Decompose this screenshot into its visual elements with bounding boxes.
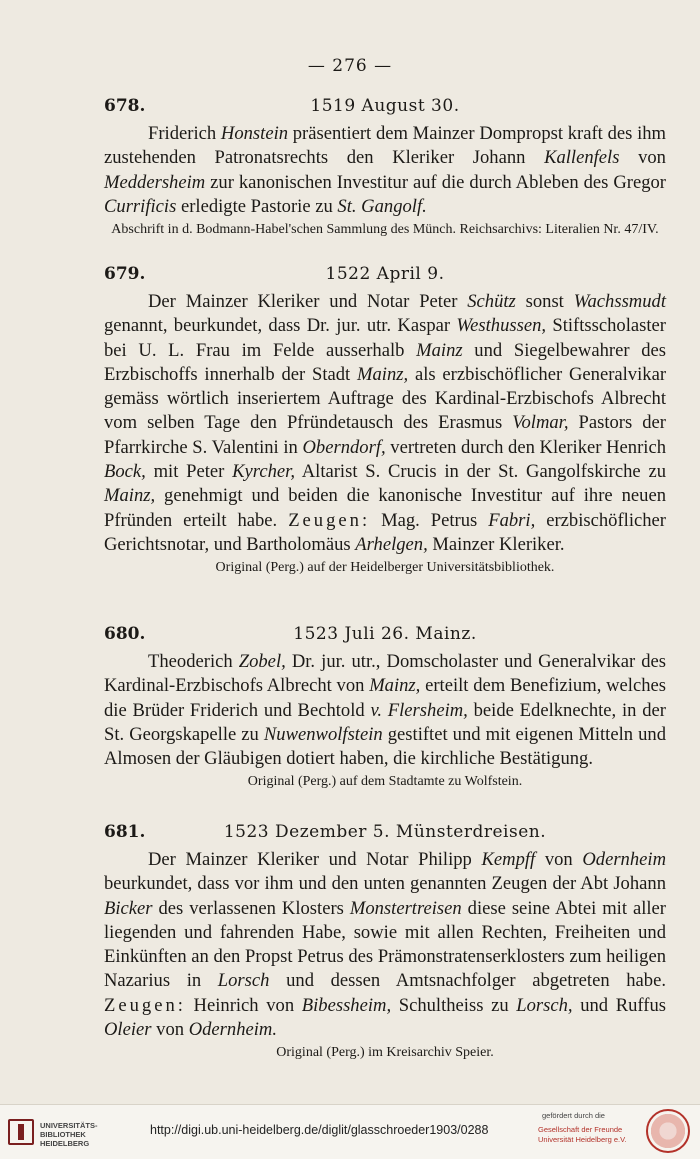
place-or-person-name: Honstein <box>220 123 289 144</box>
place-or-person-name: Mainz, <box>357 363 409 385</box>
place-or-person-name: Wachssmudt <box>573 291 666 312</box>
place-or-person-name: Odernheim <box>582 849 666 870</box>
entry-678 <box>104 96 666 239</box>
library-logo[interactable] <box>8 1115 104 1151</box>
place-or-person-name: Westhussen, <box>456 315 547 337</box>
entry-header <box>104 264 666 290</box>
place-or-person-name: Bibessheim, <box>301 994 392 1016</box>
sponsor-label: gefördert durch die <box>542 1111 605 1120</box>
entry-source: Original (Perg.) auf der Heidelberger Universitätsbibliothek. <box>215 560 555 576</box>
place-or-person-name: Currificis <box>104 195 177 217</box>
entry-body: Der Mainzer Kleriker und Notar Peter Schütz sonst Wachssmudt genannt, beurkundet, dass Dr. jur. utr. Kaspar Westhussen, Stiftsscholaster bei U. L. Frau im Felde ausserhalb Mainz und Siegelbewahrer des Erzbischoffs innerhalb der Stadt Mainz, als erzbischöflicher Generalvikar gemäss wörtlich inseriertem Auftrage des Kardinal-Erzbischofs Albrecht vom selben Tage den Pfründetausch des Erasmus Volmar, Pastors der Pfarrkirche S. Valentini in Oberndorf, vertreten durch den Kleriker Henrich Bock, mit Peter Kyrcher, Altarist S. Crucis in der St. Gangolfskirche zu Mainz, genehmigt und beiden die kanonische Investitur auf ihre neuen Pfründen erteilt habe. Zeugen: Mag. Petrus Fabri, erzbischöflicher Gerichtsnotar, und Bartholomäus Arhelgen, Mainzer Kleriker. <box>104 291 667 555</box>
place-or-person-name: Monstertreisen <box>349 897 462 919</box>
place-or-person-name: Zobel, <box>238 651 286 672</box>
sponsor-name[interactable]: Gesellschaft der Freunde Universität Heidelberg e.V. <box>538 1125 627 1144</box>
entry-header <box>104 822 666 848</box>
place-or-person-name: Nuwenwolfstein <box>263 723 383 745</box>
entry-header <box>104 624 666 650</box>
place-or-person-name: Mainz <box>416 339 463 361</box>
entry-date: 1523 Juli 26. Mainz. <box>293 624 477 644</box>
entry-date: 1519 August 30. <box>310 96 460 116</box>
entry-body: Friderich Honstein präsentiert dem Mainzer Dompropst kraft des ihm zustehenden Patronatsrechts den Kleriker Johann Kallenfels von Meddersheim zur kanonischen Investitur auf die durch Ableben des Gregor Currificis erledigte Pastorie zu St. Gangolf. <box>104 123 667 217</box>
university-seal-icon <box>646 1109 690 1153</box>
place-or-person-name: St. Gangolf. <box>337 195 427 217</box>
place-or-person-name: Volmar, <box>512 412 569 434</box>
place-or-person-name: Oleier <box>104 1019 152 1041</box>
place-or-person-name: Kyrcher, <box>232 461 295 483</box>
entry-date: 1522 April 9. <box>325 264 445 284</box>
place-or-person-name: Bock, <box>104 461 146 483</box>
page-number: — 276 — <box>307 56 393 76</box>
place-or-person-name: Schütz <box>467 291 516 312</box>
entry-source: Original (Perg.) im Kreisarchiv Speier. <box>276 1045 494 1061</box>
entry-body: Theoderich Zobel, Dr. jur. utr., Domscholaster und Generalvikar des Kardinal-Erzbischofs Albrecht von Mainz, erteilt dem Benefizium, welches die Brüder Friderich und Bechtold v. Flersheim, beide Edelknechte, in der St. Georgskapelle zu Nuwenwolfstein gestiftet und mit eigenen Mitteln und Almosen der Gläubigen dotiert haben, die kirchliche Bestätigung. <box>104 651 666 770</box>
entry-source: Abschrift in d. Bodmann-Habel'schen Sammlung des Münch. Reichsarchivs: Literalien Nr. 47/IV. <box>111 222 659 238</box>
entry-number: 681. <box>104 822 146 842</box>
entry-680 <box>104 624 666 791</box>
place-or-person-name: Oberndorf, <box>302 436 386 458</box>
entry-body: Der Mainzer Kleriker und Notar Philipp Kempff von Odernheim beurkundet, dass vor ihm und den unten genannten Zeugen der Abt Johann Bicker des verlassenen Klosters Monstertreisen diese seine Abtei mit aller liegenden und fahrenden Habe, sowie mit allen Rechten, Freiheiten und Einkünften an den Propst Petrus des Prämonstratenserklosters zum heiligen Nazarius in Lorsch und dessen Amtsnachfolger abgetreten habe. Zeugen: Heinrich von Bibessheim, Schultheiss zu Lorsch, und Ruffus Oleier von Odernheim. <box>104 849 667 1041</box>
entry-681 <box>104 822 666 1062</box>
place-or-person-name: Bicker <box>104 897 153 919</box>
library-logo-icon <box>8 1119 34 1145</box>
entry-number: 678. <box>104 96 146 116</box>
entry-679 <box>104 264 666 577</box>
place-or-person-name: Fabri, <box>488 509 536 531</box>
entry-number: 680. <box>104 624 146 644</box>
place-or-person-name: Mainz, <box>369 675 421 697</box>
witnesses-label: Zeugen: <box>288 509 371 531</box>
place-or-person-name: Kallenfels <box>544 147 620 169</box>
viewer-footer <box>0 1104 700 1159</box>
place-or-person-name: v. Flersheim, <box>370 699 468 721</box>
place-or-person-name: Lorsch <box>217 970 270 992</box>
place-or-person-name: Arhelgen, <box>355 533 428 555</box>
permalink-url[interactable]: http://digi.ub.uni-heidelberg.de/diglit/glasschroeder1903/0288 <box>150 1123 489 1137</box>
entry-source: Original (Perg.) auf dem Stadtamte zu Wolfstein. <box>247 774 523 790</box>
entry-date: 1523 Dezember 5. Münsterdreisen. <box>223 822 547 842</box>
library-name: UNIVERSITÄTS- BIBLIOTHEK HEIDELBERG <box>40 1121 98 1148</box>
witnesses-label: Zeugen: <box>104 994 186 1016</box>
place-or-person-name: Meddersheim <box>104 171 206 193</box>
entry-number: 679. <box>104 264 146 284</box>
place-or-person-name: Mainz, <box>104 485 156 507</box>
place-or-person-name: Kempff <box>481 849 536 870</box>
place-or-person-name: Odernheim. <box>188 1019 278 1041</box>
entry-header <box>104 96 666 122</box>
place-or-person-name: Lorsch, <box>516 994 573 1016</box>
